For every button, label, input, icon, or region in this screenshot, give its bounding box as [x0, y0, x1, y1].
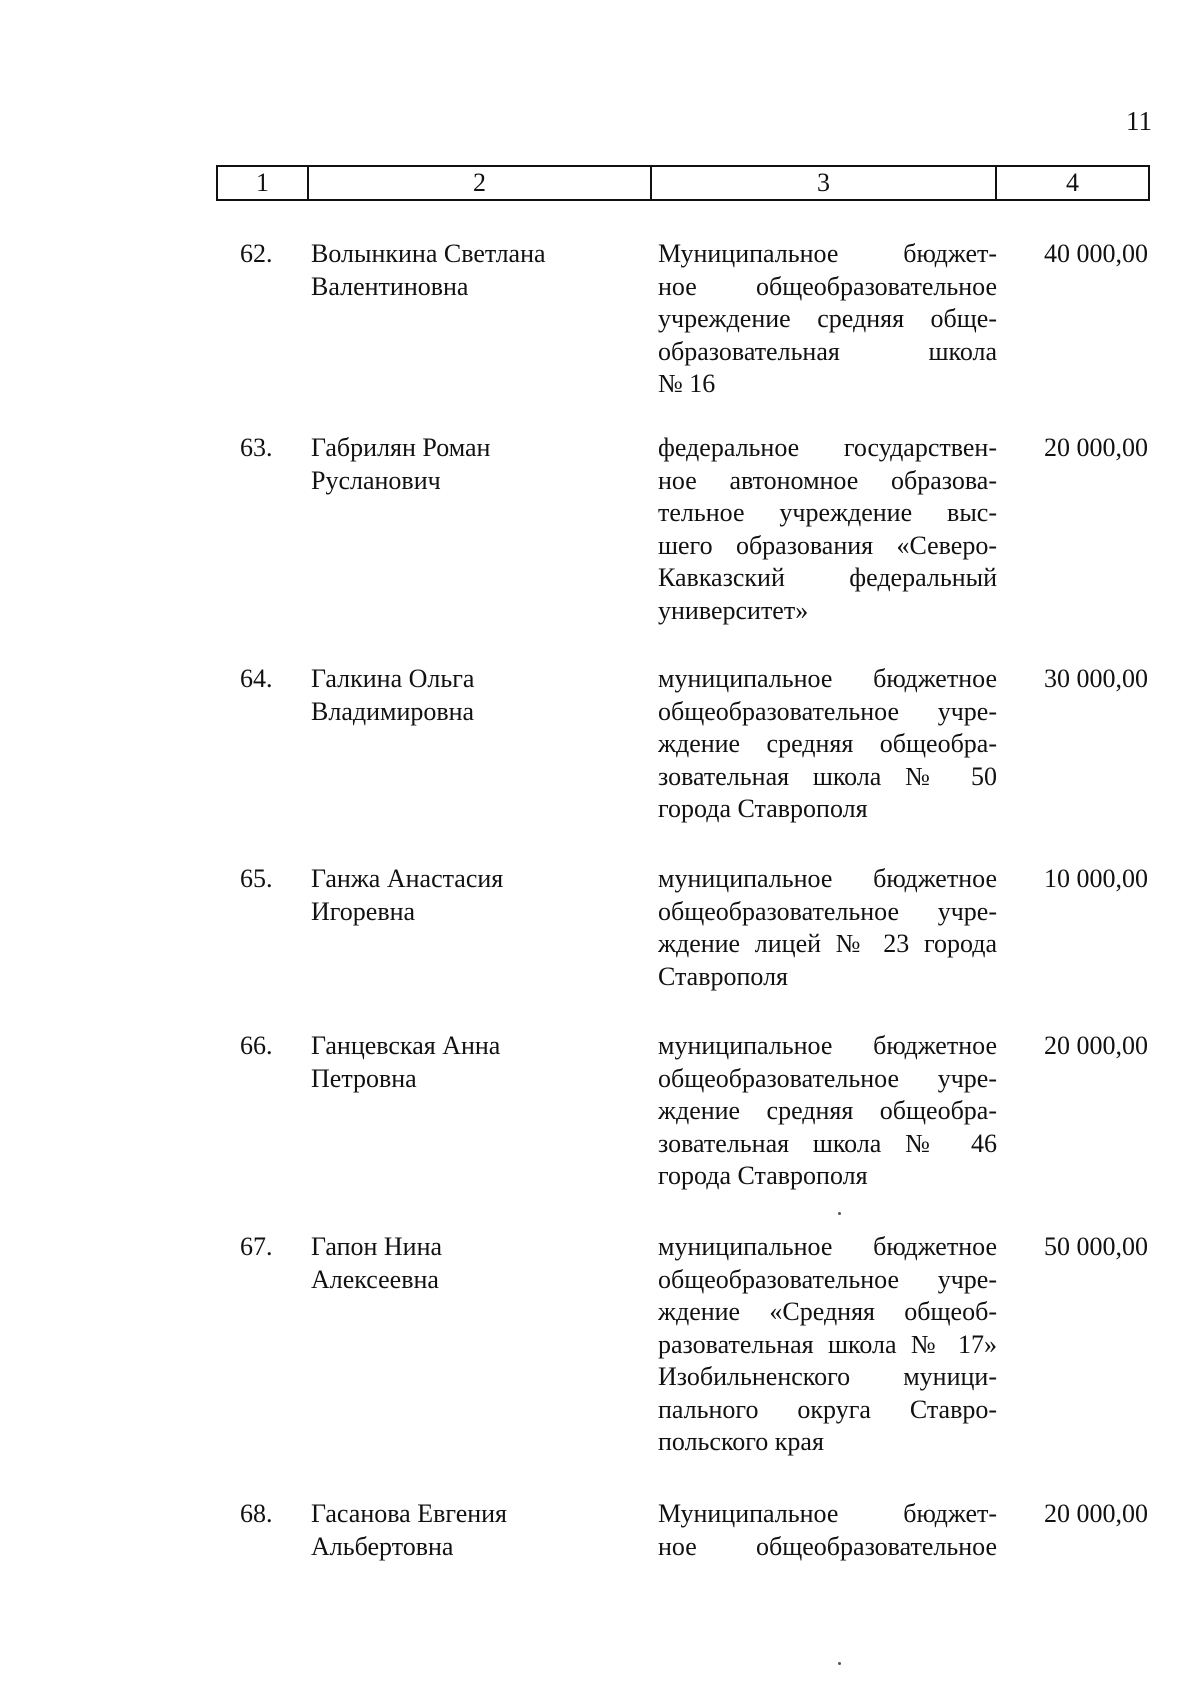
- row-number: 63.: [240, 433, 273, 462]
- column-header-1: 1: [256, 168, 269, 197]
- person-name-line: Альбертовна: [311, 1531, 454, 1561]
- organization: [658, 663, 997, 826]
- person-name-line: Волынкина Светлана: [311, 239, 546, 268]
- organization-line: образовательная школа: [658, 336, 997, 366]
- scan-speck: [838, 1662, 841, 1665]
- column-header-row: [216, 165, 1150, 201]
- row-number: 64.: [240, 664, 273, 693]
- column-header-4: 4: [995, 167, 1148, 199]
- organization-line: ное общеобразовательное: [658, 271, 997, 301]
- person-name-line: Гапон Нина: [311, 1232, 443, 1261]
- person-name-line: Владимировна: [311, 696, 475, 726]
- row-number: 65.: [240, 864, 273, 893]
- page-number: 11: [1126, 106, 1152, 136]
- organization-line: ное автономное образова-: [658, 465, 997, 495]
- organization-line: Муниципальное бюджет-: [658, 239, 997, 268]
- column-header-3: 3: [650, 167, 995, 199]
- organization-line: общеобразовательное учре-: [658, 696, 997, 726]
- person-name: [311, 1498, 611, 1563]
- person-name-line: Петровна: [311, 1063, 417, 1093]
- person-name-line: Гасанова Евгения: [311, 1499, 508, 1528]
- row-number: 68.: [240, 1499, 273, 1528]
- person-name-line: Игоревна: [311, 896, 416, 926]
- scan-speck: [838, 1212, 841, 1215]
- organization-line: тельное учреждение выс-: [658, 498, 997, 527]
- person-name-line: Галкина Ольга: [311, 664, 475, 693]
- organization-line: муниципальное бюджетное: [658, 864, 997, 893]
- amount: 30 000,00: [1044, 664, 1148, 693]
- organization-line: Муниципальное бюджет-: [658, 1499, 997, 1528]
- organization-line: пального округа Ставро-: [658, 1394, 997, 1424]
- organization: [658, 238, 997, 401]
- organization-line: муниципальное бюджетное: [658, 1031, 997, 1060]
- organization-line: Изобильненского муници-: [658, 1362, 997, 1391]
- person-name-line: Алексеевна: [311, 1264, 439, 1294]
- amount: 20 000,00: [1044, 1499, 1148, 1528]
- organization-line: общеобразовательное учре-: [658, 1063, 997, 1093]
- organization: [658, 863, 997, 993]
- organization-line: Ставрополя: [658, 961, 788, 991]
- person-name-line: Ганжа Анастасия: [311, 864, 504, 893]
- organization-line: учреждение средняя обще-: [658, 304, 997, 333]
- organization-line: ждение лицей № 23 города: [658, 929, 997, 958]
- organization-line: города Ставрополя: [658, 1161, 868, 1190]
- organization-line: разовательная школа № 17»: [658, 1329, 997, 1359]
- organization-line: города Ставрополя: [658, 794, 868, 823]
- person-name: [311, 863, 611, 928]
- person-name-line: Габрилян Роман: [311, 433, 491, 462]
- person-name-line: Валентиновна: [311, 271, 469, 301]
- organization-line: муниципальное бюджетное: [658, 1232, 997, 1261]
- amount: 40 000,00: [1044, 239, 1148, 268]
- row-number: 67.: [240, 1232, 273, 1261]
- organization-line: общеобразовательное учре-: [658, 896, 997, 926]
- person-name-line: Русланович: [311, 465, 441, 495]
- organization-line: федеральное государствен-: [658, 433, 997, 462]
- organization-line: ждение средняя общеобра-: [658, 1096, 997, 1125]
- person-name-line: Ганцевская Анна: [311, 1031, 501, 1060]
- organization-line: университет»: [658, 595, 809, 625]
- column-header-2: 2: [307, 167, 650, 199]
- organization-line: ное общеобразовательное: [658, 1531, 997, 1561]
- organization-line: № 16: [658, 369, 716, 398]
- amount: 20 000,00: [1044, 433, 1148, 462]
- organization-line: Кавказский федеральный: [658, 563, 997, 592]
- organization-line: зовательная школа № 46: [658, 1128, 997, 1158]
- organization: [658, 1498, 997, 1563]
- person-name: [311, 663, 611, 728]
- organization-line: ждение средняя общеобра-: [658, 729, 997, 758]
- amount: 20 000,00: [1044, 1031, 1148, 1060]
- organization-line: зовательная школа № 50: [658, 761, 997, 791]
- person-name: [311, 1231, 611, 1296]
- row-number: 66.: [240, 1031, 273, 1060]
- organization-line: шего образования «Северо-: [658, 530, 997, 560]
- organization: [658, 1030, 997, 1193]
- organization-line: польского края: [658, 1427, 824, 1456]
- amount: 50 000,00: [1044, 1232, 1148, 1261]
- organization: [658, 1231, 997, 1459]
- row-number: 62.: [240, 239, 273, 268]
- person-name: [311, 432, 611, 497]
- organization-line: муниципальное бюджетное: [658, 664, 997, 693]
- amount: 10 000,00: [1044, 864, 1148, 893]
- person-name: [311, 238, 611, 303]
- organization: [658, 432, 997, 627]
- organization-line: ждение «Средняя общеоб-: [658, 1297, 997, 1326]
- person-name: [311, 1030, 611, 1095]
- organization-line: общеобразовательное учре-: [658, 1264, 997, 1294]
